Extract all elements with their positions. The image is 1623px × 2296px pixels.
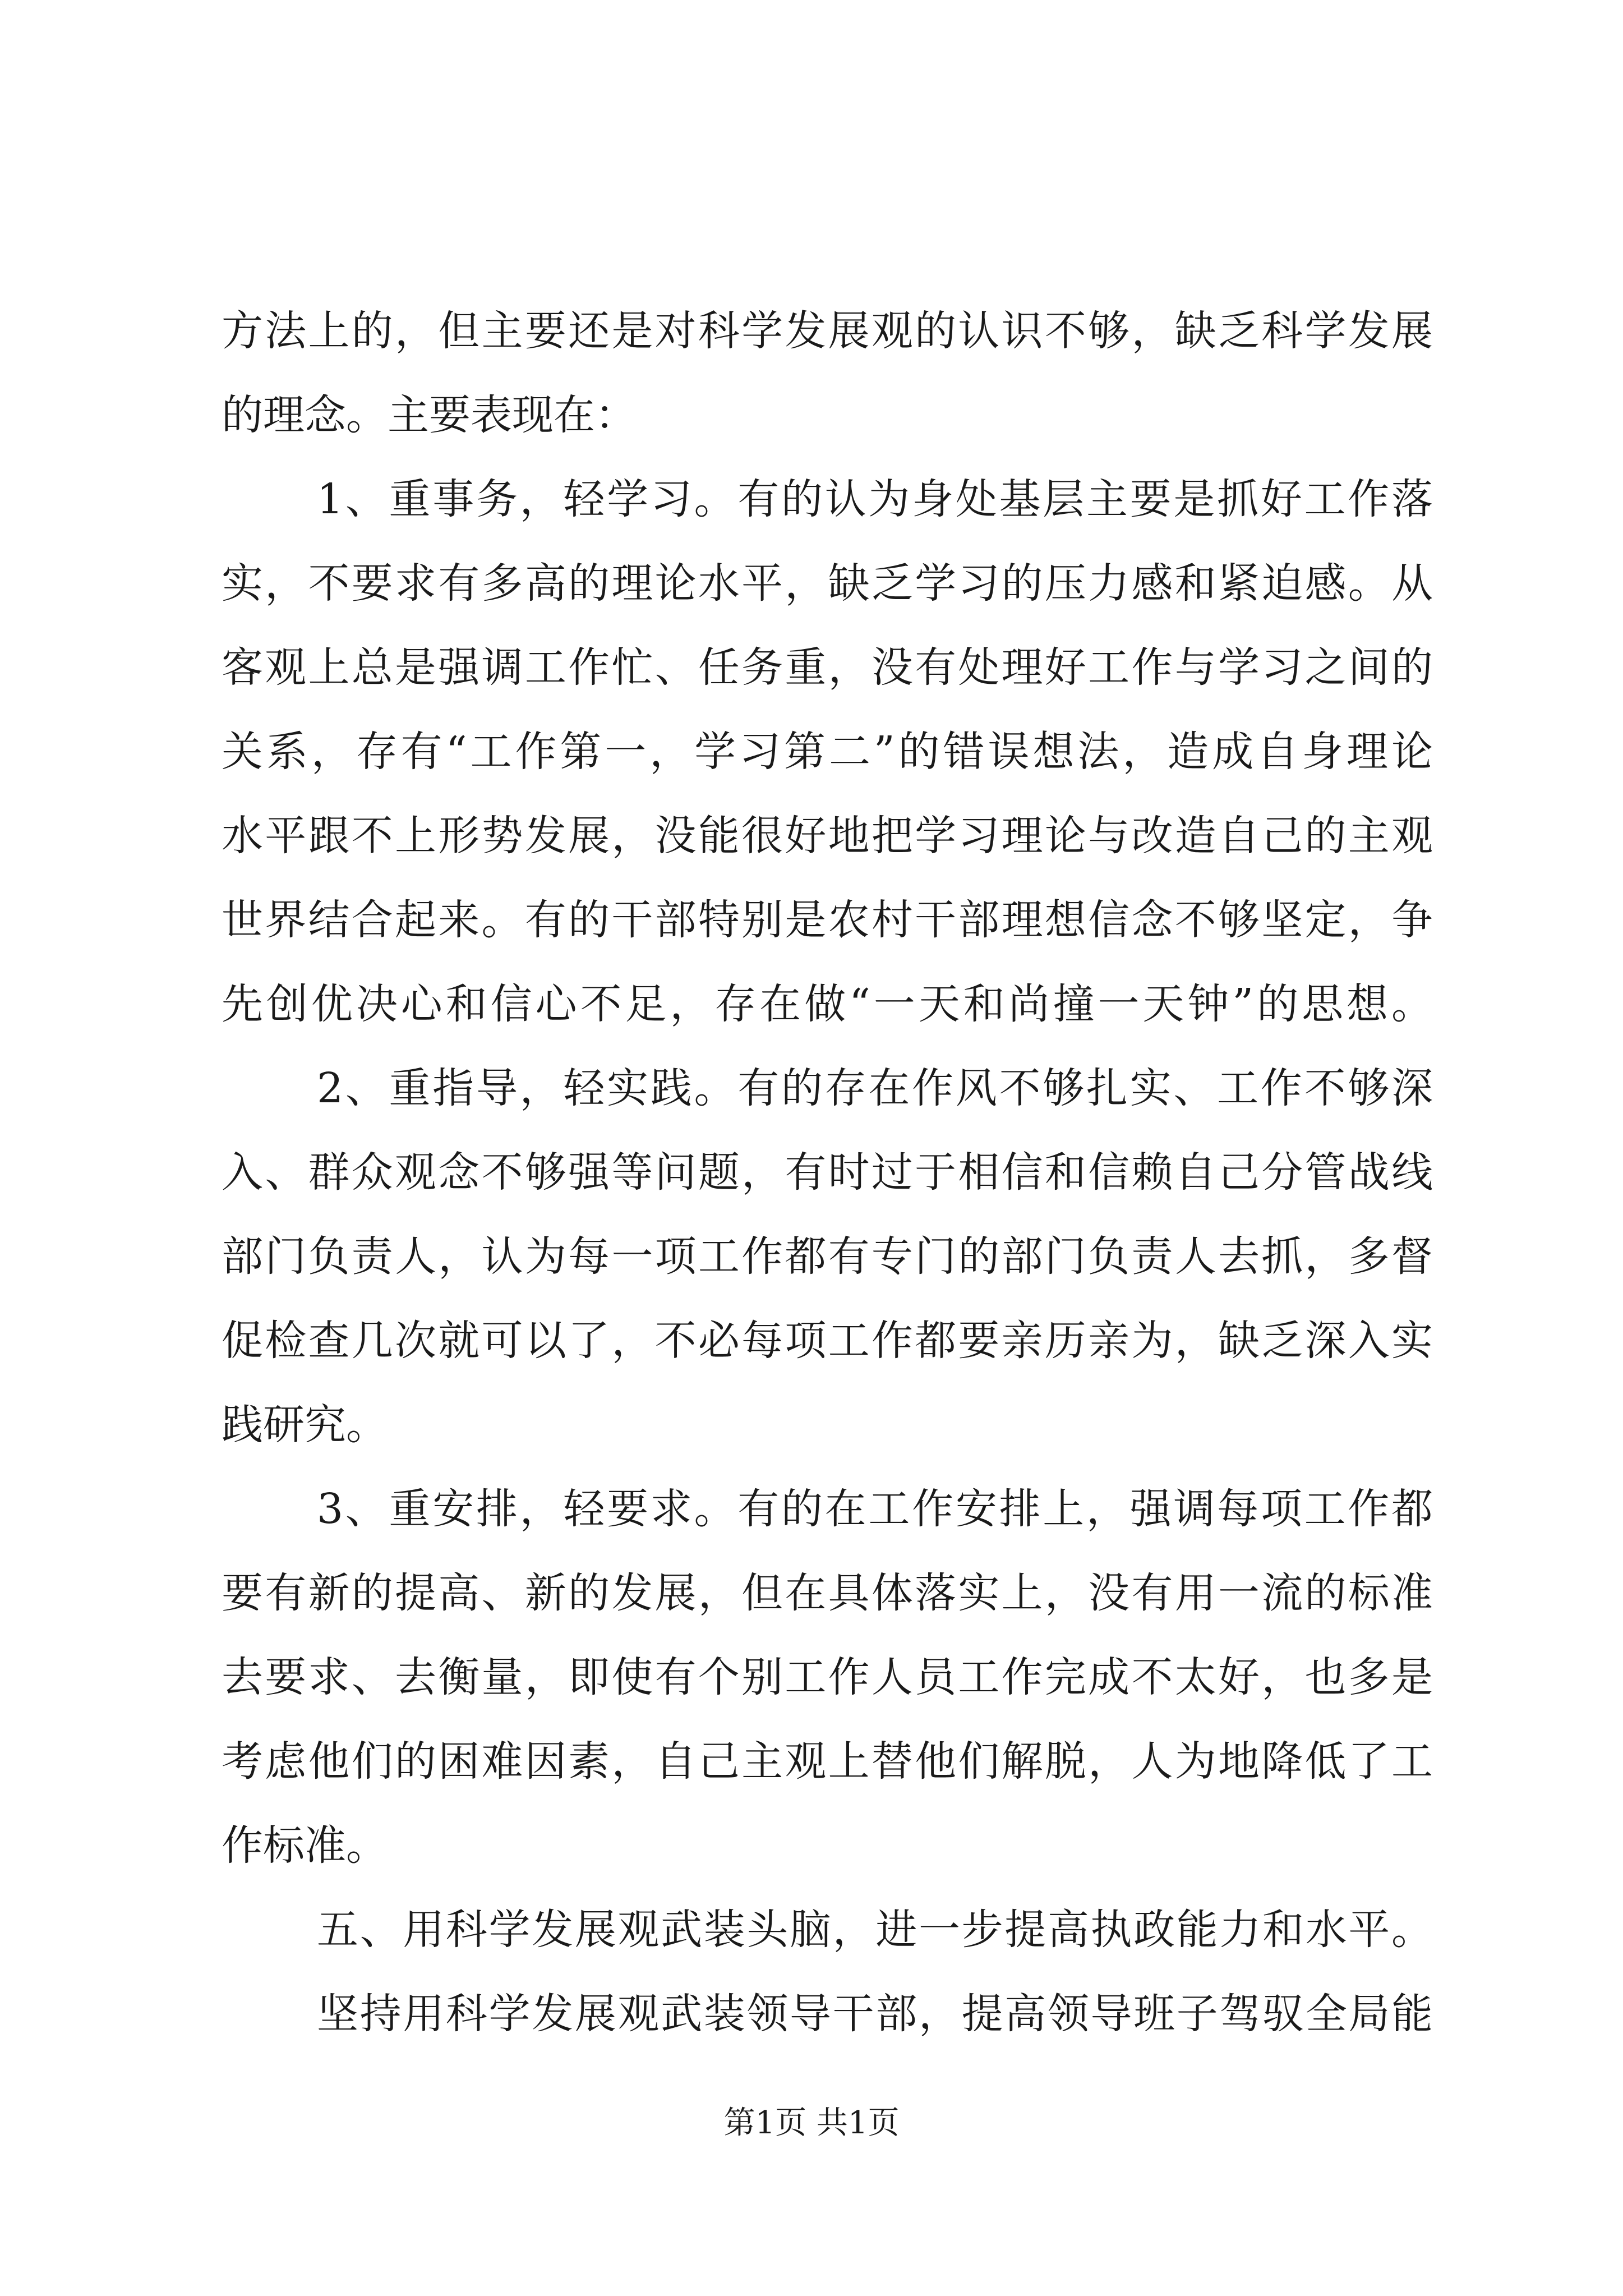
text-line: 3、重安排，轻要求。有的在工作安排上，强调每项工作都 (317, 1485, 1433, 1533)
text-line: 践研究。 (222, 1401, 388, 1449)
text-line: 客观上总是强调工作忙、任务重，没有处理好工作与学习之间的 (222, 643, 1433, 692)
text-line: 实，不要求有多高的理论水平，缺乏学习的压力感和紧迫感。从 (222, 559, 1433, 608)
text-line: 五、用科学发展观武装头脑，进一步提高执政能力和水平。 (317, 1906, 1433, 1954)
text-line: 先创优决心和信心不足，存在做“一天和尚撞一天钟”的思想。 (222, 980, 1433, 1028)
text-line: 水平跟不上形势发展，没能很好地把学习理论与改造自己的主观 (222, 812, 1433, 860)
text-line: 方法上的，但主要还是对科学发展观的认识不够，缺乏科学发展 (222, 307, 1433, 355)
text-line: 要有新的提高、新的发展，但在具体落实上，没有用一流的标准 (222, 1569, 1433, 1617)
text-line: 考虑他们的困难因素，自己主观上替他们解脱，人为地降低了工 (222, 1737, 1433, 1786)
text-line: 坚持用科学发展观武装领导干部，提高领导班子驾驭全局能 (317, 1990, 1433, 2038)
text-line: 部门负责人，认为每一项工作都有专门的部门负责人去抓，多督 (222, 1232, 1433, 1281)
text-line: 促检查几次就可以了，不必每项工作都要亲历亲为，缺乏深入实 (222, 1317, 1433, 1365)
text-line: 作标准。 (222, 1821, 388, 1870)
text-line: 的理念。主要表现在： (222, 391, 637, 439)
text-line: 入、群众观念不够强等问题，有时过于相信和信赖自己分管战线 (222, 1148, 1433, 1197)
text-line: 关系，存有“工作第一，学习第二”的错误想法，造成自身理论 (222, 728, 1433, 776)
text-line: 2、重指导，轻实践。有的存在作风不够扎实、工作不够深 (317, 1064, 1433, 1112)
text-line: 去要求、去衡量，即使有个别工作人员工作完成不太好，也多是 (222, 1653, 1433, 1701)
text-line: 1、重事务，轻学习。有的认为身处基层主要是抓好工作落 (317, 475, 1433, 523)
page-footer: 第1页 共1页 (723, 2105, 900, 2141)
text-line: 世界结合起来。有的干部特别是农村干部理想信念不够坚定，争 (222, 896, 1433, 944)
